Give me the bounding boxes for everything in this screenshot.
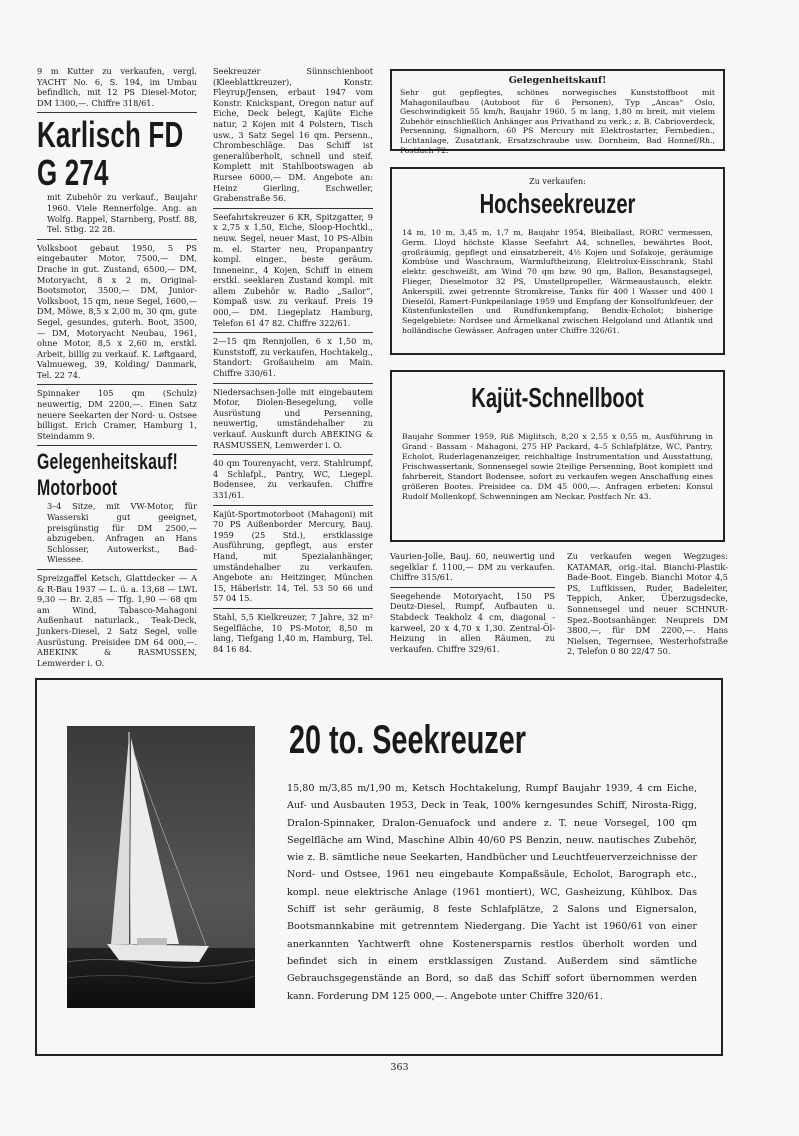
ad-motorboot-text: 3–4 Sitze, mit VW-Motor, für Wasserski gut geeignet, preisgünstig für DM 2500,— abzugeben. Anfragen an Hans Schlosser, Autowerkst., Bad-Wiessee. <box>47 501 197 565</box>
ad-title-motorboot: Motorboot <box>37 475 118 501</box>
ad-karlisch-text: mit Zubehör zu verkauf., Baujahr 1960. Viele Rennerfolge. Ang. an Wolfg. Rappel, Starnberg, Postf. 88, Tel. Stbg. 22 28. <box>47 192 197 235</box>
box-text: 14 m, 10 m, 3,45 m, 1,7 m, Baujahr 1954, Bleiballast, RORC vermessen, Germ. Lloyd höchste Klasse Seefahrt A4, schnelles, bewährtes Boot, großräumig, gepflegt und einsatzbereit, 4½ Kojen und Sofakoje, geräumige Kombüse und Waschraum, Warmluftheizung, Elektrolux-Eisschrank, Stahl elektr. geschweißt, am Wind 70 qm bzw. 90 qm, Ballon, Besanstagsegel, Flieger, Dieselmotor 32 PS, Umstellpropeller, Wärmeaustausch, elektr. Ankerspill, zwei getrennte Stromkreise, Tanks für 400 l Wasser und 400 l Dieselöl, Ramert-Funkpeilanlage 1959 und Empfang der Konsolfunkfeuer, der Küstenfunkstellen und Rundfunkempfang, Bendix-Echolot; bisherige Segelgebiete: Nordsee und Ärmelkanal zwischen Helgoland und Atlantik und holländische Gewässer. Anfragen unter Chiffre 326/61. <box>402 228 713 335</box>
ad-title: 20 to. Seekreuzer <box>289 718 526 762</box>
ad-box-hochseekreuzer <box>390 167 725 355</box>
divider <box>37 569 197 570</box>
ad-text: 15,80 m/3,85 m/1,90 m, Ketsch Hochtakelung, Rumpf Baujahr 1939, 4 cm Eiche, Auf- und Ausbauten 1953, Deck in Teak, 100% kerngesundes Schiff, Nirosta-Rigg, Dralon-Spinnaker, Dralon-Genuafock und andere z. T. neue Vorsegel, 100 qm Segelfläche am Wind, Maschine Albin 40/60 PS Benzin, neuw. nautisches Zubehör, wie z. B. sämtliche neue Seekarten, Handbücher und Leuchtfeuerverzeichnisse der Nord- und Ostsee, 1961 neu eingebaute Kompaßsäule, Echolot, Barograph etc., kompl. neue elektrische Anlage (1961 montiert), WC, Gasheizung, Kühlbox. Das Schiff ist sehr geräumig, 8 feste Schlafplätze, 2 Salons und Eignersalon, Bootsmannkabine mit getrenntem Niedergang. Die Yacht ist 1960/61 von einer anerkannten Yachtwerft ohne Kostenersparnis restlos überholt worden und befindet sich in einem erstklassigen Zustand. Außerdem sind sämtliche Gebrauchsgegenstände an Bord, so daß das Schiff sofort übernommen werden kann. Forderung DM 125 000,—. Angebote unter Chiffre 320/61. <box>287 783 697 1002</box>
ad-row <box>390 551 728 661</box>
ad-box-gelegenheitskauf <box>390 69 725 155</box>
sailboat-photo <box>67 726 255 1008</box>
divider <box>213 208 373 209</box>
divider <box>37 239 197 240</box>
divider <box>213 505 373 506</box>
divider <box>390 587 555 588</box>
divider <box>37 384 197 385</box>
ad-motoryacht: Seegehende Motoryacht, 150 PS Deutz-Diesel, Rumpf, Aufbauten u. Stabdeck Teakholz 4 cm, diagonal - karweel, 20 x 4,70 x 1,30. Zentral-Öl-Heizung in allen Räumen, zu verkaufen. Chiffre 329/61. <box>390 590 555 654</box>
ad-niedersachsen-jolle: Niedersachsen-Jolle mit eingebautem Motor, Diolen-Besegelung, volle Ausrüstung und Persenning, neuwertig, umständehalber zu verkauf. Auskunft durch ABEKING & RASMUSSEN, Lemwerder i. O. <box>213 386 373 450</box>
ad-tourenyacht: 40 qm Tourenyacht, verz. Stahlrumpf, 4 Schlafpl., Pantry, WC, Liegepl. Bodensee, zu verkaufen. Chiffre 331/61. <box>213 458 373 500</box>
box-text: Sehr gut gepflegtes, schönes norwegisches Kunststoffboot mit Mahagonilaufbau (Autoboot für 6 Personen), Typ „Ancas“ Oslo, Geschwindigkeit 55 km/h, Baujahr 1960, 5 m lang, 1,80 m breit, mit vielem Zubehör einschließlich Anhänger aus Privathand zu verk.; z. B. Cabrioverdeck, Persenning, Signalhorn, 60 PS Mercury mit Elektrostarter, Fernbedien., Lichtanlage, Zusatztank, Ersatzschraube usw. Dornheim, Bad Honnef/Rh., Postfach 72. <box>400 88 715 155</box>
ad-sportmotorboot: Kajüt-Sportmotorboot (Mahagoni) mit 70 PS Außenborder Mercury, Bauj. 1959 (25 Std.), erstklassige Ausführung, gepflegt, aus erster Hand, mit Spezialanhänger, umständehalber zu verkaufen. Angebote an: Heitzinger, München 15, Häberlstr. 14, Tel. 53 50 66 und 57 04 15. <box>213 508 373 604</box>
ad-spinnaker: Spinnaker 105 qm (Schulz) neuwertig, DM 2200,—. Einen Satz neuere Seekarten der Nord- u. Ostsee billigst. Erich Cramer, Hamburg 1, Steindamm 9. <box>37 388 197 441</box>
divider <box>213 383 373 384</box>
divider <box>213 332 373 333</box>
box-kicker: Zu verkaufen: <box>529 177 586 186</box>
divider <box>213 454 373 455</box>
ad-title-gelegenheitskauf: Gelegenheitskauf! <box>37 449 178 475</box>
ad-volksboot: Volksboot gebaut 1950, 5 PS eingebauter Motor, 7500,— DM, Drache in gut. Zustand, 6500,— DM, Motoryacht, 8 x 2 m, Original-Bootsmotor, 3500,— DM, Junior-Volksboot, 15 qm, neue Segel, 1600,— DM, Möwe, 8,5 x 2,00 m, 30 qm, gute Segel, gesundes, guterh. Boot, 3500,— DM, Motoryacht Neubau, 1961, ohne Motor, 8,5 x 2,60 m, erstkl. Arbeit, billig zu verkauf. K. Løftgaard, Valmueweg, 39, Kolding/ Danmark, Tel. 22 74. <box>37 242 197 380</box>
ad-box-seekreuzer <box>35 678 723 1056</box>
box-title: Gelegenheitskauf! <box>508 75 607 86</box>
box-title: Hochseekreuzer <box>479 188 636 219</box>
divider <box>37 112 197 113</box>
column-1 <box>37 66 197 672</box>
divider <box>37 445 197 446</box>
ad-vaurien-jolle: Vaurien-Jolle, Bauj. 60, neuwertig und segelklar f. 1100,— DM zu verkaufen. Chiffre 315/61. <box>390 551 555 583</box>
box-text: Baujahr Sommer 1959, Riß Miglitsch, 8,20 x 2,55 x 0,55 m, Ausführung in Grand - Bassam - Mahagoni, 275 HP Packard, 4–5 Schlafplätze, WC, Pantry, Echolot, Ruderlagenanzeiger, reichhaltige Instrumentation und Ausstattung, Frischwassertank, Sonnensegel sowie 2teilige Persenning, Boot komplett und fahrbereit, Standort Bodensee, sofort zu verkaufen wegen Anschaffung eines größeren Bootes. Preisidee ca. DM 45 000,—. Anfragen erbeten: Konsul Rudolf Mollenkopf, Schwenningen am Neckar, Postfach Nr. 43. <box>402 432 713 501</box>
sailboat-image <box>67 726 255 1008</box>
ad-box-kajuet-schnellboot <box>390 370 725 542</box>
page-number: 363 <box>390 1062 409 1073</box>
ad-title-karlisch: Karlisch FD <box>37 114 184 156</box>
ad-katamar: Zu verkaufen wegen Wegzuges: KATAMAR, orig.-ital. Bianchi-Plastik-Bade-Boot. Eingeb. Bianchi Motor 4,5 PS, Luftkissen, Ruder, Badeleiter, Teppich, Anker, Überzugsdecke, Sonnensegel und neuer SCHNUR-Spez.-Bootsanhänger. Neupreis DM 3800,—, für DM 2200,—. Hans Nielsen, Tegernsee, Westerhofstraße 2, Telefon 0 80 22/47 50. <box>567 551 728 657</box>
ad-kielkreuzer: Stahl, 5,5 Kielkreuzer, 7 Jahre, 32 m² Segelfläche, 10 PS-Motor, 8,50 m lang, Tiefgang 1,40 m, Hamburg, Tel. 84 16 84. <box>213 611 373 654</box>
ad-rennjollen: 2—15 qm Rennjollen, 6 x 1,50 m, Kunststoff, zu verkaufen, Hochtakelg., Standort: Großauheim am Main. Chiffre 330/61. <box>213 336 373 379</box>
ad-sunnschienboot: Seekreuzer Sünnschienboot (Kleeblattkreuzer), Konstr. Fleyrup/Jensen, erbaut 1947 vom Konstr. Knickspant, Oregon natur auf Eiche, Deck belegt, Kajüte Eiche natur, 2 Kojen mit 4 Polstern, Tisch usw., 3 Satz Segel 16 qm. Persenn., Chrombeschläge. Das Schiff ist generalüberholt, schnell und steif. Komplett mit Stahlbootswagen ab Rursee 6000,— DM. Angebote an: Heinz Gierling, Eschweiler, Grabenstraße 56. <box>213 66 373 204</box>
ad-seefahrtskreuzer: Seefahrtskreuzer 6 KR, Spitzgatter, 9 x 2,75 x 1,50, Eiche, Sloop-Hochtkl., neuw. Segel, neuer Mast, 10 PS-Albin m. el. Starter neu, Propanpantry kompl. einger., beste geräum. Inneneinr., 4 Kojen, Schiff in einem erstkl. seeklaren Zustand kompl. mit allem Zubehör w. Radio „Sailor“, Kompaß usw. zu verkauf. Preis 19 000,— DM. Liegeplatz Hamburg, Telefon 61 47 82. Chiffre 322/61. <box>213 211 373 328</box>
ad-kutter: 9 m Kutter zu verkaufen, vergl. YACHT No. 6, S. 194, im Umbau befindlich, mit 12 PS Diesel-Motor, DM 1300,—. Chiffre 318/61. <box>37 66 197 108</box>
ad-title-g274: G 274 <box>37 152 109 194</box>
column-2 <box>213 66 373 658</box>
box-title: Kajüt-Schnellboot <box>471 382 644 413</box>
divider <box>213 608 373 609</box>
ad-ketsch: Spreizgaffel Ketsch, Glattdecker — A & R-Bau 1937 — L. ü. a. 13,68 — LWL 9,30 — Br. 2,85 — Tfg. 1,90 — 68 qm am Wind, Tabasco-Mahagoni Außenhaut naturlack., Teak-Deck, Junkers-Diesel, 2 Satz Segel, volle Ausrüstung. Preisidee DM 64 000,—. ABEKINK & RASMUSSEN, Lemwerder i. O. <box>37 573 197 668</box>
